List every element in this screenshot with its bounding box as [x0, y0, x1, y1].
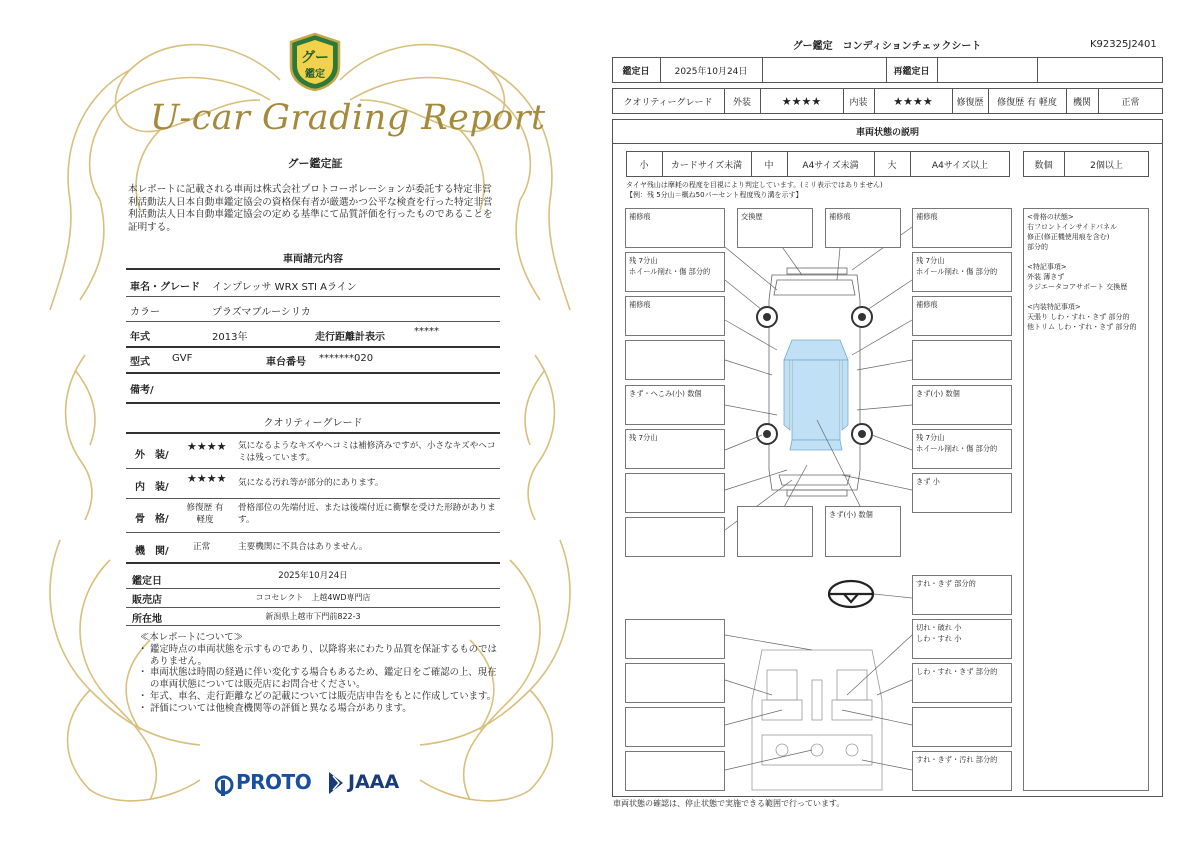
exterior-label: 外装 — [732, 97, 751, 108]
engine-text: 主要機関に不具合はありません。 — [238, 542, 368, 552]
sheet-title: グー鑑定 コンディションチェックシート — [792, 41, 982, 52]
legend-large-desc: A4サイズ以上 — [931, 160, 989, 171]
legend-small: 小 — [639, 160, 649, 171]
glass-areas — [784, 340, 848, 450]
explain-title: 車両状態の説明 — [855, 127, 919, 138]
damage-box-right-3 — [912, 340, 1012, 380]
color-label: カラー — [130, 307, 160, 318]
legend-large: 大 — [887, 160, 897, 171]
engine-label: 機関 — [1072, 97, 1091, 108]
damage-box-rear — [737, 506, 813, 557]
divider — [126, 607, 500, 608]
exterior-text: 気になるようなキズやヘコミは補修済みですが、小さなキズやヘコミは残っています。 — [238, 441, 496, 463]
exterior-stars: ★★★★ — [781, 94, 822, 108]
divider — [126, 468, 500, 469]
legend-count-desc: 2個以上 — [1090, 160, 1123, 171]
reappraisal-label: 再鑑定日 — [893, 66, 930, 77]
damage-box-rear-right: きず(小) 数個 — [825, 506, 901, 557]
note-item: ・ 年式、車名、走行距離などの記載については販売店申告をもとに作成しています。 — [138, 690, 496, 702]
mileage-label: 走行距離計表示 — [315, 332, 385, 343]
damage-box-front-right: 補修痕 — [825, 208, 901, 248]
tire-note: タイヤ残山は摩耗の程度を目視により判定しています。(ミリ表示ではありません) — [626, 181, 883, 189]
damage-box-right-2: 補修痕 — [912, 296, 1012, 336]
dealer-value: ココセレクト 上越4WD専門店 — [255, 593, 371, 602]
tire-example: 【例：残 5分山＝概ね50パーセント程度残り溝を示す】 — [626, 191, 803, 199]
damage-box-right-top: 補修痕 — [912, 208, 1012, 248]
address-label: 所在地 — [132, 614, 162, 625]
car-name-value: インプレッサ WRX STI Aライン — [212, 282, 357, 293]
proto-brand-logo: PROTO — [236, 770, 312, 794]
remarks-label: 備考/ — [130, 385, 154, 396]
divider — [126, 372, 500, 374]
interior-stars: ★★★★ — [187, 472, 227, 485]
quality-grade-label: クオリティーグレード — [623, 97, 713, 108]
chassis-value: *******020 — [319, 353, 374, 364]
car-name-label: 車名・グレード — [130, 282, 200, 293]
year-value: 2013年 — [212, 332, 248, 343]
note-item: ・ 鑑定時点の車両状態を示すものであり、以降将来にわたり品質を保証するものではありません。 — [138, 643, 497, 667]
legend-mid: 中 — [764, 160, 774, 171]
legend-mid-desc: A4サイズ未満 — [802, 160, 859, 171]
interior-text: 気になる汚れ等が部分的にあります。 — [238, 478, 384, 488]
divider — [126, 588, 500, 589]
exterior-label: 外 装/ — [135, 450, 169, 461]
damage-box-right-6: きず 小 — [912, 473, 1012, 513]
condition-summary: <骨格の状態> 右フロントインサイドパネル 修正(修正機使用痕を含む) 部分的 <特記事項> 外装 薄きず ラジエータコアサポート 交換歴 <内装特記事項> 天張り しわ・すれ・きず 部分的 他トリム しわ・すれ・きず 部分的 — [1023, 208, 1149, 791]
damage-box-left-4: きず・へこみ(小) 数個 — [625, 385, 725, 425]
mileage-value: ***** — [414, 326, 439, 337]
address-value: 新潟県上越市下門前822-3 — [265, 612, 361, 621]
interior-box-left-1 — [625, 619, 725, 659]
divider — [126, 346, 500, 348]
damage-box-front: 交換歴 — [737, 208, 813, 248]
date-value: 2025年10月24日 — [674, 66, 748, 77]
seat-note-box-1: 切れ・破れ 小 しわ・すれ 小 — [912, 619, 1012, 659]
interior-seats-diagram — [752, 650, 882, 790]
tire-box-rear-left: 残 7分山 — [625, 429, 725, 469]
tire-box-front-right: 残 7分山 ホイール削れ・傷 部分的 — [912, 252, 1012, 292]
report-notes — [138, 632, 498, 715]
damage-box-left-6 — [625, 473, 725, 513]
svg-text:鑑定: 鑑定 — [305, 69, 325, 80]
interior-box-right-3 — [912, 707, 1012, 747]
damage-box-left-3 — [625, 340, 725, 380]
tire-box-rear-right: 残 7分山 ホイール削れ・傷 部分的 — [912, 429, 1012, 469]
dealer-label: 販売店 — [132, 595, 162, 606]
interior-box-left-2 — [625, 663, 725, 703]
appraisal-date-label: 鑑定日 — [132, 576, 162, 587]
repair-history-label: 修復歴 — [956, 97, 984, 108]
chassis-label: 車台番号 — [266, 357, 306, 368]
legend-count: 数個 — [1034, 160, 1053, 171]
engine-value: 正常 — [1121, 97, 1140, 108]
model-value: GVF — [172, 353, 193, 364]
frame-value: 修復歴 有 軽度 — [186, 503, 224, 525]
footer-note: 車両状態の確認は、停止状態で実施できる範囲で行っています。 — [613, 799, 845, 808]
note-item: ・ 評価については他検査機関等の評価と異なる場合があります。 — [138, 702, 412, 714]
steering-note-box: すれ・きず 部分的 — [912, 575, 1012, 615]
floor-note-box: すれ・きず・汚れ 部分的 — [912, 751, 1012, 791]
engine-label: 機 関/ — [135, 546, 169, 557]
interior-label: 内装 — [849, 97, 868, 108]
report-script-title: U-car Grading Report — [150, 98, 546, 138]
damage-box-front-left: 補修痕 — [625, 208, 725, 248]
jaaa-logo-icon — [327, 770, 345, 800]
date-label: 鑑定日 — [622, 66, 650, 77]
interior-stars: ★★★★ — [893, 94, 933, 108]
damage-box-left-2: 補修痕 — [625, 296, 725, 336]
divider — [126, 321, 500, 322]
frame-text: 骨格部位の先端付近、または後端付近に衝撃を受けた形跡があります。 — [238, 503, 496, 525]
damage-box-left-7 — [625, 517, 725, 557]
note-item: ・ 車両状態は時間の経過に伴い変化する場合もあるため、鑑定日をご確認の上、現在の車両状態については販売店にお問合せください。 — [138, 667, 497, 691]
specs-heading: 車両諸元内容 — [283, 254, 343, 265]
interior-box-left-4 — [625, 751, 725, 791]
divider — [126, 402, 500, 404]
damage-box-right-4: きず(小) 数個 — [912, 385, 1012, 425]
divider — [126, 498, 500, 499]
interior-box-left-3 — [625, 707, 725, 747]
proto-logo-icon — [215, 774, 235, 800]
quality-heading: クオリティーグレード — [263, 418, 363, 429]
certificate-heading: グー鑑定証 — [287, 157, 343, 170]
repair-history-value: 修復歴 有 軽度 — [997, 97, 1057, 108]
divider — [126, 562, 500, 564]
divider — [612, 143, 1163, 144]
divider — [126, 532, 500, 533]
divider — [126, 268, 500, 270]
notes-heading: ≪本レポートについて≫ — [140, 632, 243, 643]
appraisal-date-value: 2025年10月24日 — [278, 571, 348, 581]
color-value: プラズマブルーシリカ — [212, 307, 311, 318]
tire-box-front-left: 残 7分山 ホイール削れ・傷 部分的 — [625, 252, 725, 292]
year-label: 年式 — [130, 332, 150, 343]
goo-appraisal-badge-logo — [287, 32, 343, 92]
engine-value: 正常 — [193, 542, 211, 552]
steering-wheel-icon — [829, 581, 873, 607]
jaaa-brand-logo: JAAA — [348, 771, 400, 793]
interior-label: 内 装/ — [135, 482, 169, 493]
exterior-stars: ★★★★ — [187, 440, 227, 453]
svg-text:グー: グー — [301, 50, 329, 66]
divider — [126, 625, 500, 626]
divider — [126, 432, 500, 434]
certificate-statement: 本レポートに記載される車両は株式会社プロトコーポレーションが委託する特定非営利活動法人日本自動車鑑定協会の資格保有者が厳選かつ公平な検査を行った特定非営利活動法人日本自動車鑑定協会の定める基準にて品質評価を行ったものであることを証明する。 — [128, 184, 493, 233]
legend-small-desc: カードサイズ未満 — [670, 160, 743, 171]
model-label: 型式 — [130, 357, 150, 368]
frame-label: 骨 格/ — [135, 514, 169, 525]
sheet-id: K92325J2401 — [1090, 39, 1157, 50]
divider — [126, 296, 500, 297]
seat-note-box-2: しわ・すれ・きず 部分的 — [912, 663, 1012, 703]
